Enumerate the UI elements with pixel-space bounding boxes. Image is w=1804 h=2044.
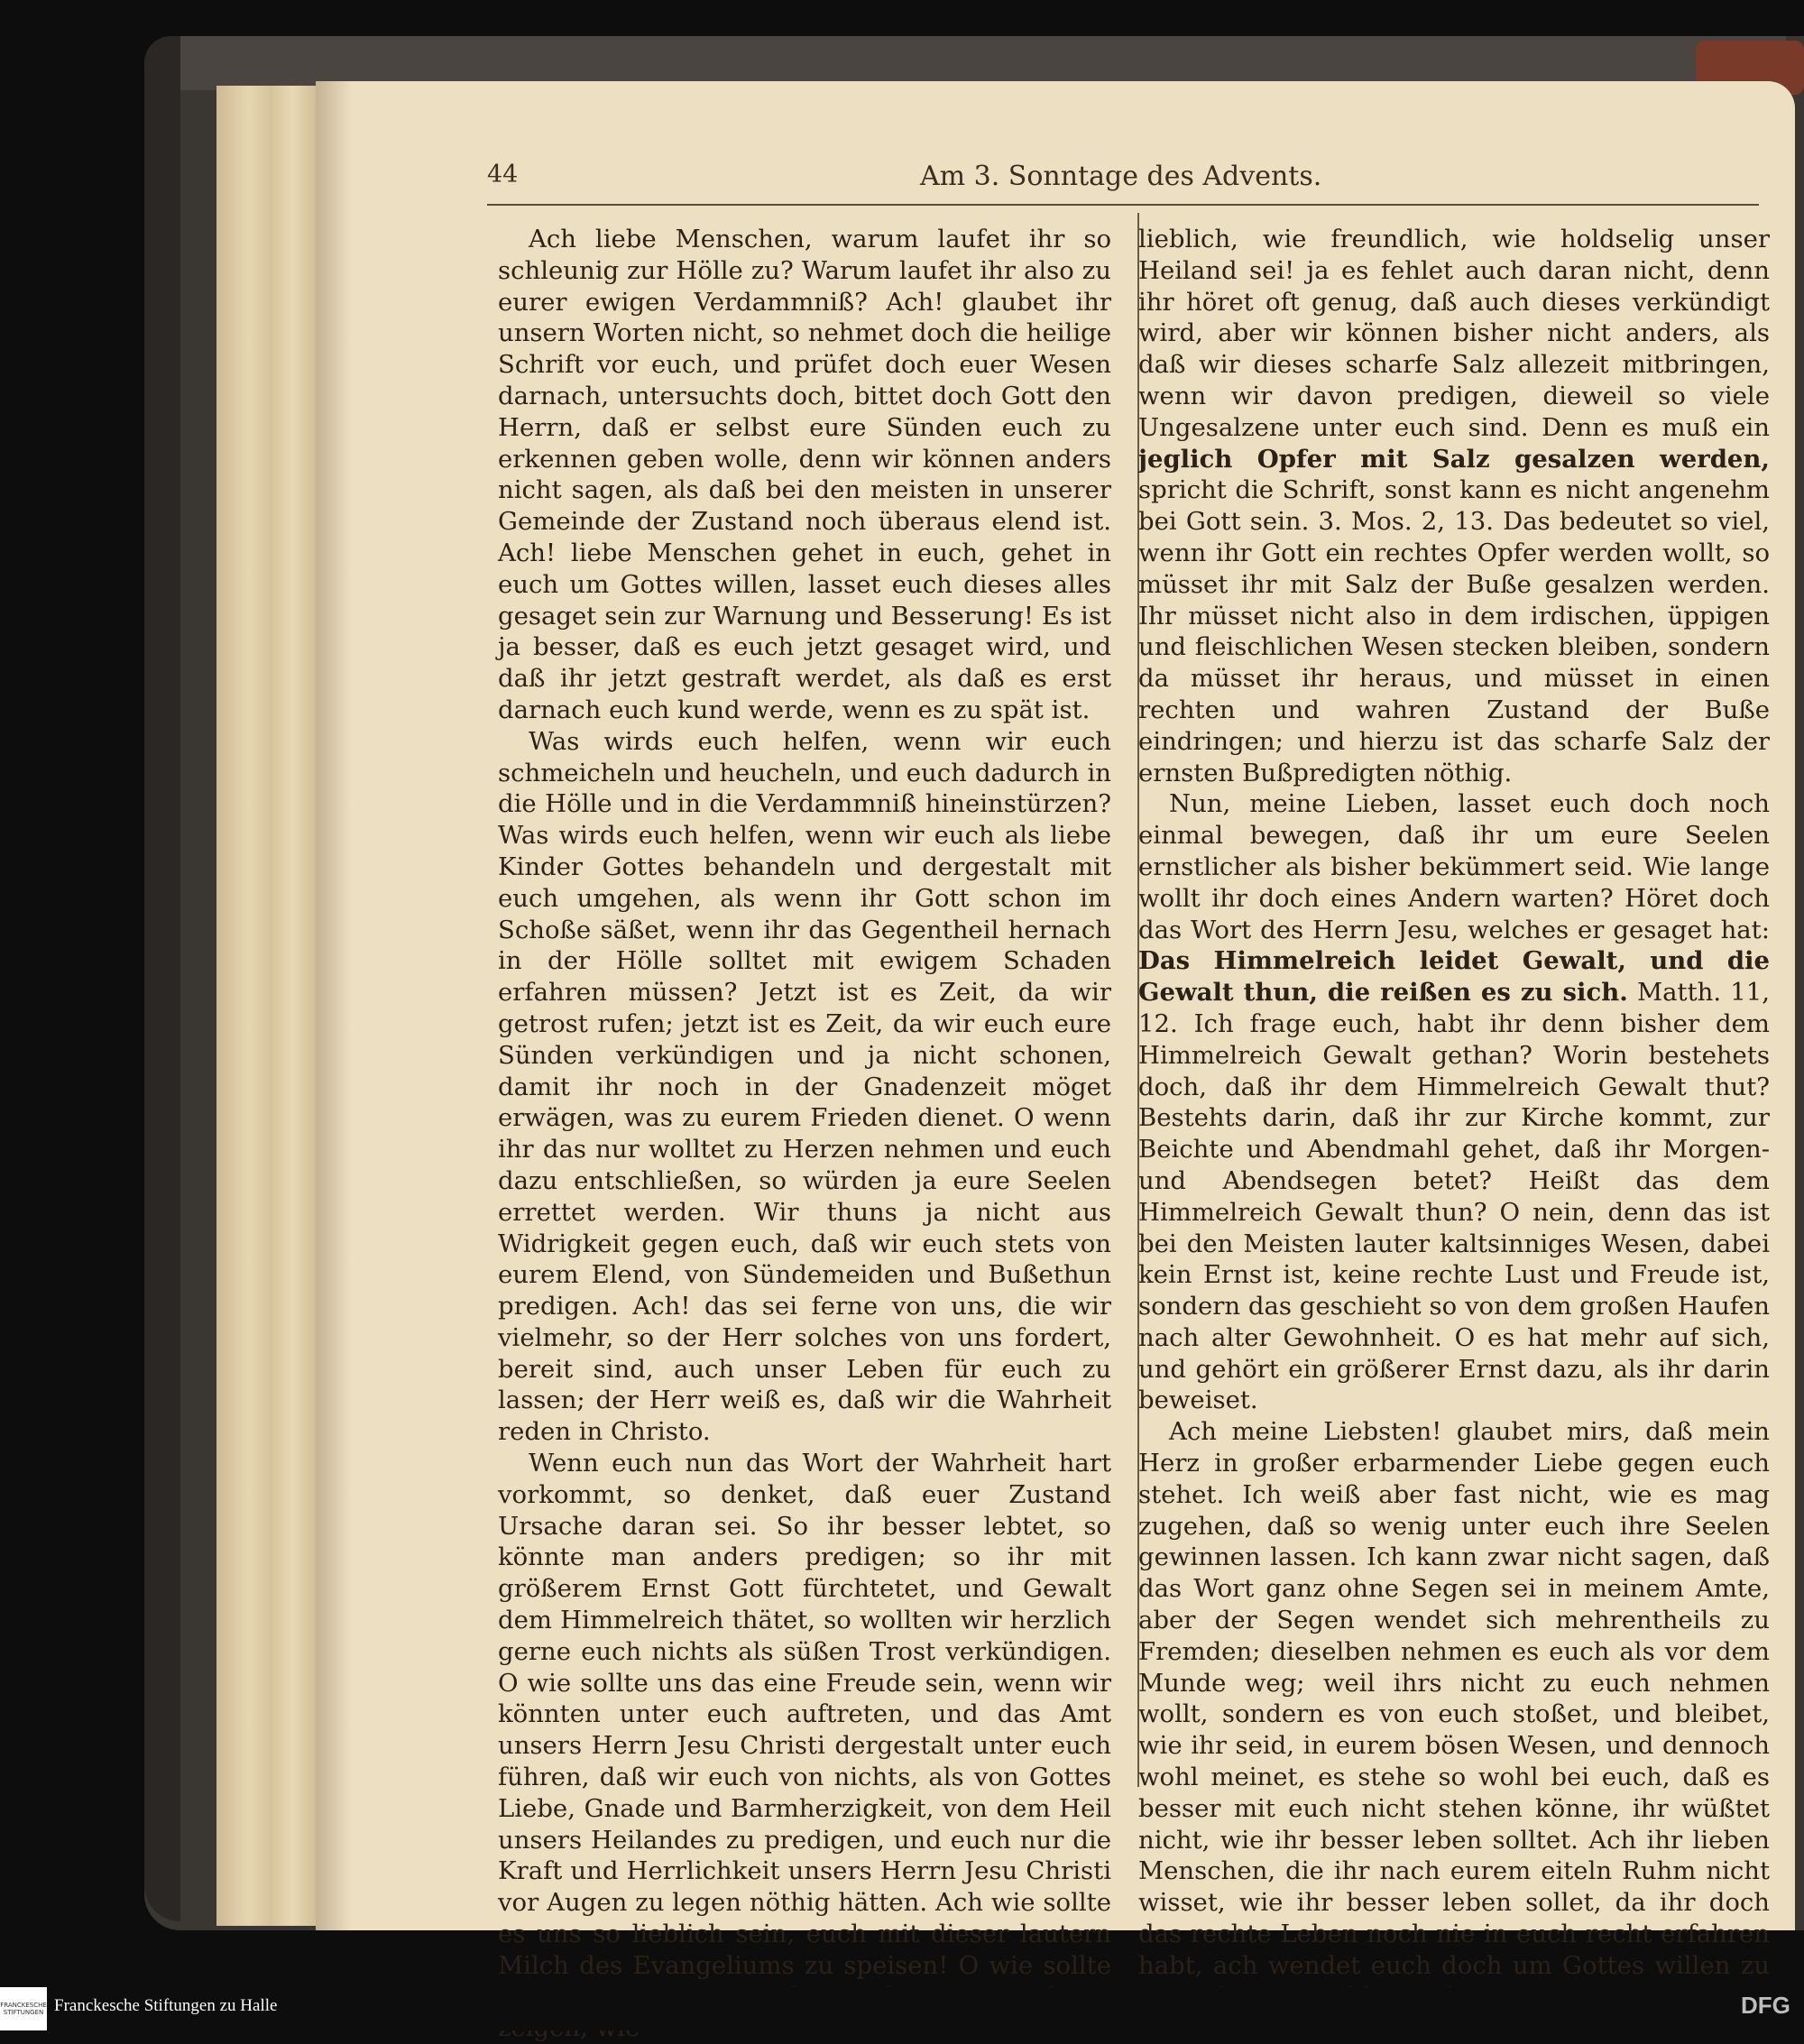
page-number: 44 [487, 161, 519, 189]
paragraph [1138, 224, 1770, 788]
text-run: lieblich, wie freundlich, wie holdselig unser Heiland sei! ja es fehlet auch daran nicht, denn ihr höret oft genug, daß auch dieses verkündigt wird, aber wir können bisher nicht anders, als daß wir dieses scharfe Salz allezeit mitbringen, wenn wir davon predigen, dieweil so viele Ungesalzene unter euch sind. Denn es muß ein [1138, 225, 1770, 442]
paragraph: Wenn euch nun das Wort der Wahrheit hart vorkommt, so denket, daß euer Zustand Ursache daran sei. So ihr besser lebtet, so könnte man anders predigen; so ihr mit größerem Ernst Gott fürchtetet, und Gewalt dem Himmelreich thätet, so wollten wir herzlich gerne euch nichts als süßen Trost verkündigen. O wie sollte uns das eine Freude sein, wenn wir könnten unter euch auftreten, und das Amt unsers Herrn Jesu Christi dergestalt unter euch führen, daß wir euch von nichts, als von Gottes Liebe, Gnade und Barmherzigkeit, von dem Heil unsers Heilandes zu predigen, und euch nur die Kraft und Herrlichkeit unsers Herrn Jesu Christi vor Augen zu legen nöthig hätten. Ach wie sollte es uns so lieblich sein, euch mit dieser lautern Milch des Evangeliums zu speisen! O wie sollte [498, 1449, 1111, 1980]
bold-quote: Das Himmelreich leidet Gewalt, und die Gewalt thun, die reißen es zu sich. [1138, 946, 1770, 1008]
paragraph: Ach liebe Menschen, warum laufet ihr so schleunig zur Hölle zu? Warum laufet ihr also zu eurer ewigen Verdammniß? Ach! glaubet ihr unsern Worten nicht, so nehmet doch die heilige Schrift vor euch, und prüfet doch euer Wesen darnach, untersuchts doch, bittet doch Gott den Herrn, daß er selbst eure Sünden euch zu erkennen geben wolle, denn wir können anders nicht sagen, als daß bei den meisten in unserer Gemeinde der Zustand noch überaus elend ist. Ach! liebe Menschen gehet in euch, gehet in euch um Gottes willen, lasset euch dieses alles gesaget sein zur Warnung und Besserung! Es ist ja besser, daß es euch jetzt gesaget wird, und daß ihr jetzt gestraft werdet, als daß es erst darnach euch kund werde, wenn es zu spät ist. [498, 225, 1111, 724]
institution-name: Franckesche Stiftungen zu Halle [54, 1996, 278, 2015]
right-column [1138, 224, 1770, 2012]
page-edges [216, 86, 325, 1926]
gutter-shadow [316, 81, 352, 1930]
logo-text: FRANCKESCHE STIFTUNGEN [0, 2002, 47, 2016]
paragraph: Ach meine Liebsten! glaubet mirs, daß mein Herz in großer erbarmender Liebe gegen euch stehet. Ich weiß aber fast nicht, wie es mag zugehen, daß so wenig unter euch ihre Seelen gewinnen lassen. Ich kann zwar nicht sagen, daß das Wort ganz ohne Segen sei in meinem Amte, aber der Segen wendet sich mehrentheils zu Fremden; dieselben nehmen es euch als vor dem Munde weg; weil ihrs nicht zu euch nehmen wollt, sondern es von euch stoßet, und bleibet, wie ihr seid, in eurem bösen Wesen, und dennoch wohl meinet, es stehe so wohl bei euch, daß es besser mit euch nicht stehen könne, ihr wüßtet nicht, wie ihr besser leben solltet. Ach ihr lieben Menschen, die ihr nach eurem eiteln Ruhm nicht wisset, wie ihr besser leben sollet, da ihr doch das rechte Leben noch nie in euch recht erfahren habt, ach wendet euch doch um Gottes willen zu [1138, 1417, 1770, 1980]
institution-logo [0, 1987, 47, 2030]
header-rule [487, 204, 1759, 206]
text-run: spricht die Schrift, sonst kann es nicht angenehm bei Gott sein. 3. Mos. 2, 13. Das bedeutet so viel, wenn ihr Gott ein rechtes Opfer werden wollt, so müsset ihr mit Salz der Buße gesalzen werden. Ihr müsset nicht also in dem irdischen, üppigen und fleischlichen Wesen stecken bleiben, sondern da müsset ihr heraus, und müsset in einen rechten und wahren Zustand der Buße eindringen; und hierzu ist das scharfe Salz der ernsten Bußpredigten nöthig. [1138, 475, 1770, 787]
dfg-logo: DFG [1741, 1992, 1790, 2019]
bold-quote: jeglich Opfer mit Salz gesalzen werden, [1138, 444, 1770, 474]
text-run: Matth. 11, 12. Ich frage euch, habt ihr denn bisher dem Himmelreich Gewalt gethan? Worin bestehets doch, daß ihr dem Himmelreich Gewalt thut? Bestehts darin, daß ihr zur Kirche kommt, zur Beichte und Abendmahl gehet, daß ihr Morgen- und Abendsegen betet? Heißt das dem Himmelreich Gewalt thun? O nein, denn das ist bei den Meisten lauter kaltsinniges Wesen, dabei kein Ernst ist, keine rechte Lust und Freude ist, sondern das geschieht so von dem großen Haufen nach alter Gewohnheit. O es hat mehr auf sich, und gehört ein größerer Ernst dazu, als ihr darin beweiset. [1138, 978, 1770, 1415]
book-spine-edge [144, 36, 180, 1921]
paragraph: Was wirds euch helfen, wenn wir euch schmeicheln und heucheln, und euch dadurch in die Hölle und in die Verdammniß hineinstürzen? Was wirds euch helfen, wenn wir euch als liebe Kinder Gottes behandeln und dergestalt mit euch umgehen, als wenn ihr Gott schon im Schoße säßet, wenn ihr das Gegentheil hernach in der Hölle solltet mit ewigem Schaden erfahren müssen? Jetzt ist es Zeit, da wir getrost rufen; jetzt ist es Zeit, da wir euch eure Sünden verkündigen und ja nicht schonen, damit ihr noch in der Gnadenzeit möget erwägen, was zu eurem Frieden dienet. O wenn ihr das nur wolltet zu Herzen nehmen und euch dazu entschließen, so würden ja eure Seelen errettet werden. Wir thuns ja nicht aus Widrigkeit gegen euch, daß wir euch stets von eurem Elend, von Sündemeiden und Bußethun predigen. Ach! das sei ferne von uns, die wir vielmehr, so der Herr solches von uns fordert, bereit sind, auch unser Leben für euch zu lassen; der Herr weiß es, daß wir die Wahrheit reden in Christo. [498, 726, 1111, 1447]
page-header [487, 161, 1759, 197]
text-run: Nun, meine Lieben, lasset euch doch noch einmal bewegen, daß ihr um eure Seelen ernstlicher als bisher bekümmert seid. Wie lange wollt ihr doch eines Andern warten? Höret doch das Wort des Herrn Jesu, welches er gesaget hat: [1138, 789, 1770, 944]
paragraph [1138, 788, 1770, 1416]
left-column [498, 224, 1111, 2044]
running-title: Am 3. Sonntage des Advents. [920, 161, 1322, 192]
